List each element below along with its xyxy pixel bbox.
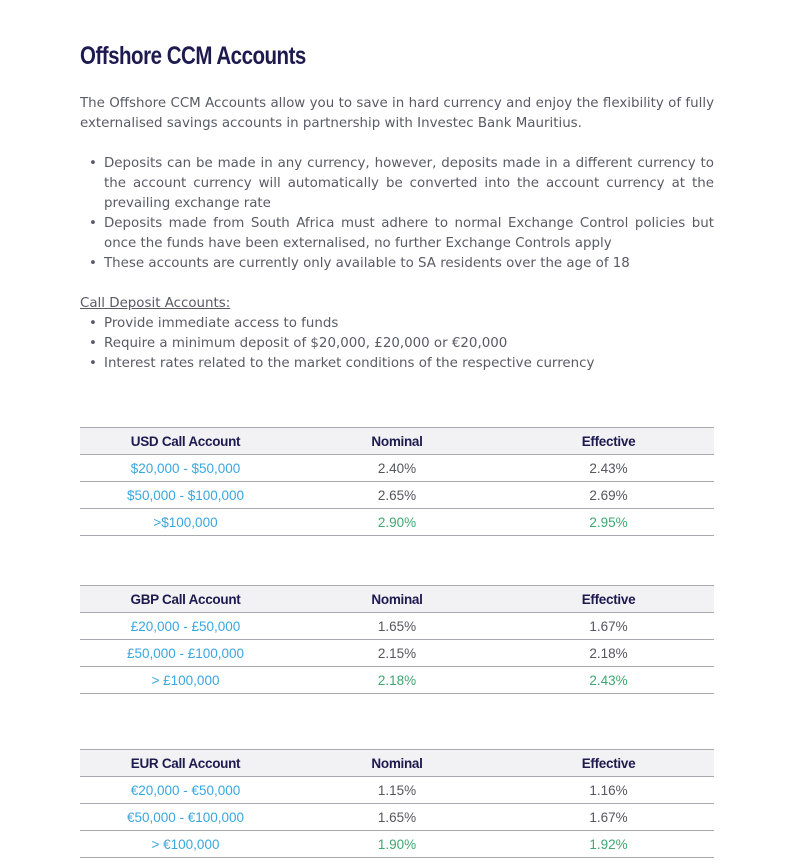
balance-range: £50,000 - £100,000 [80,640,291,667]
eur-rates-table [80,749,714,858]
call-deposit-heading: Call Deposit Accounts: [80,296,231,311]
table-row [80,777,714,804]
nominal-rate: 2.40% [291,455,503,482]
account-header: USD Call Account [80,428,291,455]
table-header-row [80,428,714,455]
features-list [80,154,714,274]
table-row [80,509,714,536]
nominal-rate: 1.65% [291,804,503,831]
call-deposit-list [80,314,714,374]
account-header: EUR Call Account [80,750,291,777]
nominal-rate: 1.90% [291,831,503,858]
effective-rate: 1.92% [503,831,714,858]
account-header: GBP Call Account [80,586,291,613]
effective-header: Effective [503,750,714,777]
list-item: • Interest rates related to the market conditions of the respective currency [80,354,714,374]
balance-range: > €100,000 [80,831,291,858]
effective-rate: 1.67% [503,804,714,831]
effective-header: Effective [503,586,714,613]
effective-header: Effective [503,428,714,455]
table-header-row [80,586,714,613]
table-row [80,640,714,667]
list-item: • Provide immediate access to funds [80,314,714,334]
effective-rate: 2.95% [503,509,714,536]
nominal-header: Nominal [291,428,503,455]
table-row [80,804,714,831]
nominal-rate: 2.65% [291,482,503,509]
list-item: • Require a minimum deposit of $20,000, £20,000 or €20,000 [80,334,714,354]
table-row [80,831,714,858]
table-row [80,482,714,509]
effective-rate: 2.43% [503,455,714,482]
effective-rate: 1.67% [503,613,714,640]
page-title: Offshore CCM Accounts [80,42,306,70]
effective-rate: 2.18% [503,640,714,667]
balance-range: $20,000 - $50,000 [80,455,291,482]
table-row [80,613,714,640]
nominal-header: Nominal [291,750,503,777]
list-item: • Deposits made from South Africa must adhere to normal Exchange Control policies but once the funds have been externalised, no further Exchange Controls apply [80,214,714,254]
usd-rates-table [80,427,714,536]
effective-rate: 2.69% [503,482,714,509]
nominal-rate: 2.18% [291,667,503,694]
effective-rate: 1.16% [503,777,714,804]
balance-range: £20,000 - £50,000 [80,613,291,640]
list-item: • These accounts are currently only available to SA residents over the age of 18 [80,254,714,274]
gbp-rates-table [80,585,714,694]
balance-range: $50,000 - $100,000 [80,482,291,509]
table-row [80,667,714,694]
balance-range: > £100,000 [80,667,291,694]
effective-rate: 2.43% [503,667,714,694]
nominal-rate: 1.65% [291,613,503,640]
nominal-header: Nominal [291,586,503,613]
nominal-rate: 2.15% [291,640,503,667]
intro-paragraph: The Offshore CCM Accounts allow you to save in hard currency and enjoy the flexibility of fully externalised savings accounts in partnership with Investec Bank Mauritius. [80,96,714,131]
list-item: • Deposits can be made in any currency, however, deposits made in a different currency to the account currency will automatically be converted into the account currency at the prevailing exchange rate [80,154,714,214]
nominal-rate: 2.90% [291,509,503,536]
nominal-rate: 1.15% [291,777,503,804]
balance-range: €20,000 - €50,000 [80,777,291,804]
balance-range: €50,000 - €100,000 [80,804,291,831]
table-header-row [80,750,714,777]
balance-range: >$100,000 [80,509,291,536]
table-row [80,455,714,482]
